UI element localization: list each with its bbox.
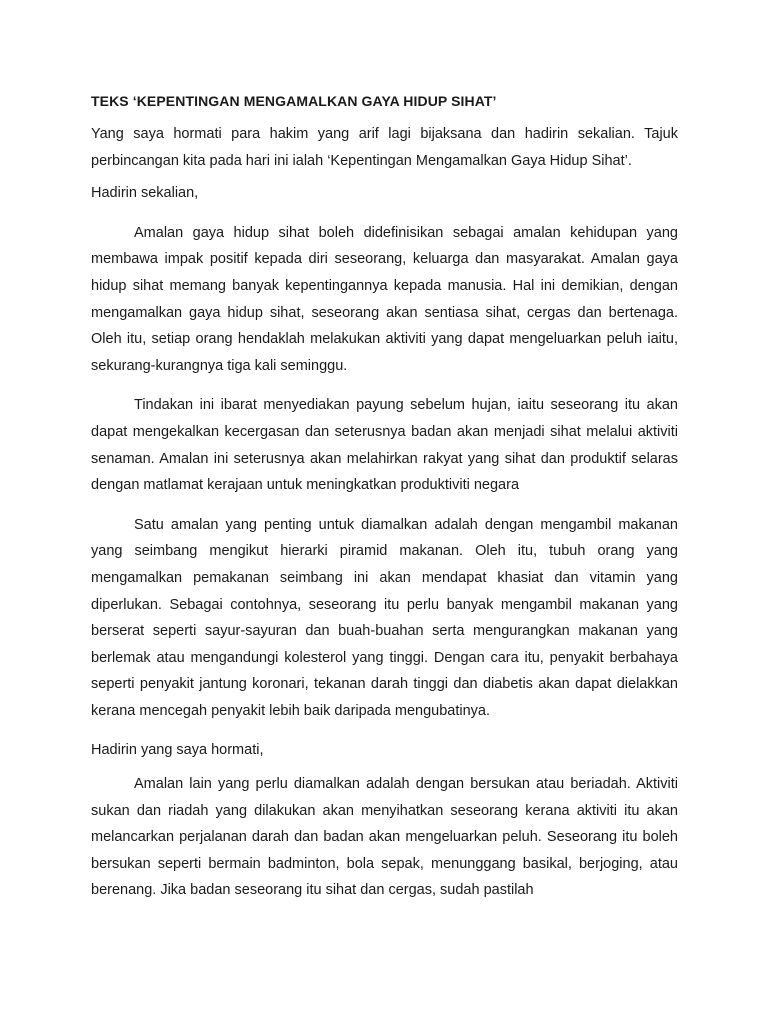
document-title: TEKS ‘KEPENTINGAN MENGAMALKAN GAYA HIDUP SIHAT’ [91, 93, 497, 109]
body-paragraph-analogy: Tindakan ini ibarat menyediakan payung sebelum hujan, iaitu seseorang itu akan dapat mengekalkan kecergasan dan seterusnya badan akan menjadi sihat melalui aktiviti senaman. Amalan ini seterusnya akan melahirkan rakyat yang sihat dan produktif selaras dengan matlamat kerajaan untuk meningkatkan produktiviti negara [91, 397, 678, 494]
body-paragraph-definition: Amalan gaya hidup sihat boleh didefinisikan sebagai amalan kehidupan yang membawa impak positif kepada diri seseorang, keluarga dan masyarakat. Amalan gaya hidup sihat memang banyak kepentingannya kepada manusia. Hal ini demikian, dengan mengamalkan gaya hidup sihat, seseorang akan sentiasa sihat, cergas dan bertenaga. Oleh itu, setiap orang hendaklah melakukan aktiviti yang dapat mengeluarkan peluh iaitu, sekurang-kurangnya tiga kali seminggu. [91, 224, 678, 374]
document-body [91, 89, 678, 904]
salutation-paragraph: Hadirin sekalian, [91, 185, 199, 202]
body-paragraph-nutrition: Satu amalan yang penting untuk diamalkan adalah dengan mengambil makanan yang seimbang mengikut hierarki piramid makanan. Oleh itu, tubuh orang yang mengamalkan pemakanan seimbang ini akan mendapat khasiat dan vitamin yang diperlukan. Sebagai contohnya, seseorang itu perlu banyak mengambil makanan yang berserat seperti sayur-sayuran dan buah-buahan serta mengurangkan makanan yang berlemak atau mengandungi kolesterol yang tinggi. Dengan cara itu, penyakit berbahaya seperti penyakit jantung koronari, tekanan darah tinggi dan diabetis akan dapat dielakkan kerana mencegah penyakit lebih baik daripada mengubatinya. [91, 516, 678, 719]
opening-paragraph: Yang saya hormati para hakim yang arif lagi bijaksana dan hadirin sekalian. Tajuk perbincangan kita pada hari ini ialah ‘Kepentingan Mengamalkan Gaya Hidup Sihat’. [91, 126, 678, 169]
salutation-paragraph-2: Hadirin yang saya hormati, [91, 742, 264, 759]
body-paragraph-sports: Amalan lain yang perlu diamalkan adalah dengan bersukan atau beriadah. Aktiviti sukan dan riadah yang dilakukan akan menyihatkan seseorang kerana aktiviti itu akan melancarkan perjalanan darah dan badan akan mengeluarkan peluh. Seseorang itu boleh bersukan seperti bermain badminton, bola sepak, menunggang basikal, berjoging, atau berenang. Jika badan seseorang itu sihat dan cergas, sudah pastilah [91, 776, 678, 899]
